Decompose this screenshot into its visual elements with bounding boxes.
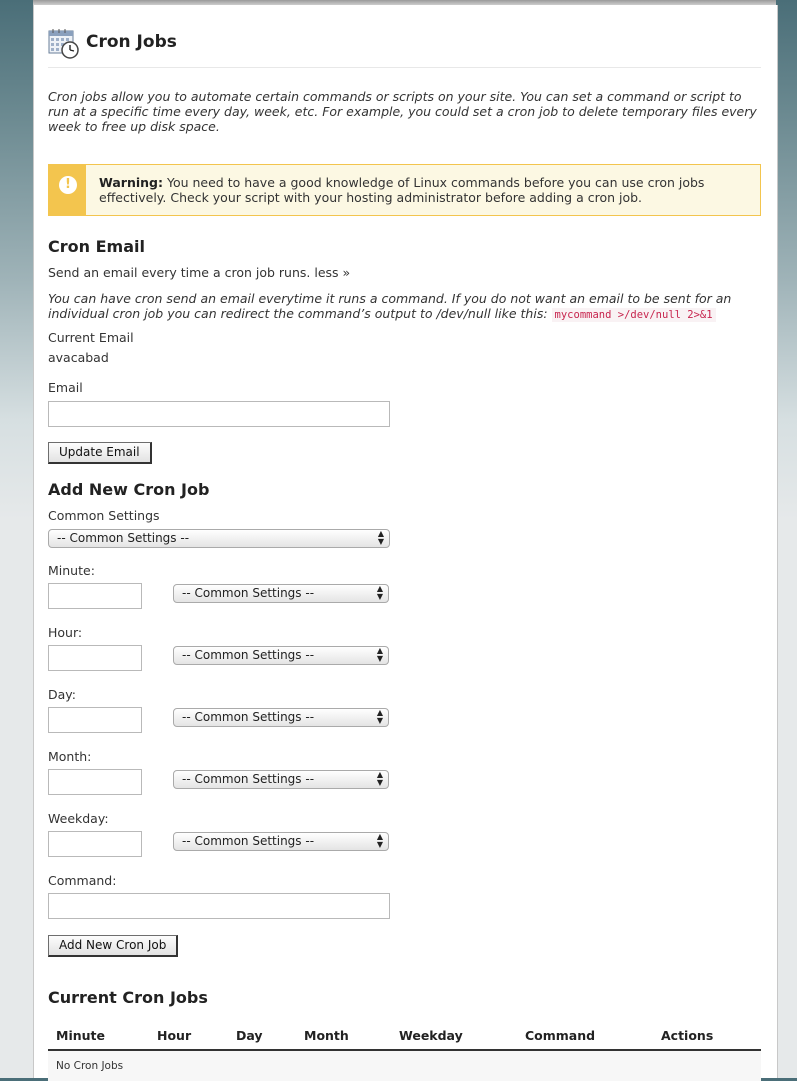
minute-label: Minute: [48,563,95,578]
select-arrows-icon: ▲ ▼ [376,708,383,725]
command-label: Command: [48,873,117,888]
column-header-weekday: Weekday [391,1021,517,1050]
content-panel [33,5,778,1078]
month-input[interactable] [48,769,142,795]
hour-label: Hour: [48,625,83,640]
warning-label: Warning: [99,175,163,190]
add-cron-job-heading: Add New Cron Job [48,480,210,499]
day-input[interactable] [48,707,142,733]
warning-box [48,164,761,216]
select-arrows-icon: ▲ ▼ [376,646,383,663]
column-header-month: Month [296,1021,391,1050]
common-settings-label: Common Settings [48,508,160,523]
redirect-code: mycommand >/dev/null 2>&1 [552,308,716,322]
warning-icon: ! [59,176,77,194]
column-header-command: Command [517,1021,653,1050]
select-arrows-icon: ▲ ▼ [377,529,384,546]
empty-table-message: No Cron Jobs [48,1050,761,1081]
day-label: Day: [48,687,76,702]
minute-input[interactable] [48,583,142,609]
select-arrows-icon: ▲ ▼ [376,832,383,849]
hour-select[interactable]: -- Common Settings -- ▲ ▼ [173,646,389,665]
email-label: Email [48,380,83,395]
column-header-hour: Hour [149,1021,228,1050]
column-header-actions: Actions [653,1021,761,1050]
table-header-row [48,1021,761,1050]
email-input[interactable] [48,401,390,427]
page-header [48,27,761,68]
calendar-clock-icon [48,27,80,59]
weekday-select[interactable]: -- Common Settings -- ▲ ▼ [173,832,389,851]
cron-email-info: You can have cron send an email everytime it runs a command. If you do not want an email to be sent for an individual cron job you can redirect the command’s output to /dev/null like this: mycommand >/dev/null 2>&1 [48,291,732,321]
select-arrows-icon: ▲ ▼ [376,584,383,601]
less-link[interactable]: less » [314,265,351,280]
current-email-value: avacabad [48,350,109,365]
weekday-label: Weekday: [48,811,109,826]
update-email-button[interactable]: Update Email [48,442,152,464]
weekday-input[interactable] [48,831,142,857]
warning-message [99,175,739,205]
cron-email-description: Send an email every time a cron job runs. less » [48,265,351,280]
page-title: Cron Jobs [86,32,177,52]
day-select[interactable]: -- Common Settings -- ▲ ▼ [173,708,389,727]
current-cron-jobs-heading: Current Cron Jobs [48,988,208,1007]
cron-email-heading: Cron Email [48,237,145,256]
month-label: Month: [48,749,92,764]
month-select[interactable]: -- Common Settings -- ▲ ▼ [173,770,389,789]
cron-jobs-table [48,1021,761,1081]
table-row [48,1050,761,1081]
hour-input[interactable] [48,645,142,671]
warning-text: You need to have a good knowledge of Linux commands before you can use cron jobs effectively. Check your script with your hosting administrator before adding a cron job. [99,175,705,205]
current-email-label: Current Email [48,330,134,345]
select-arrows-icon: ▲ ▼ [376,770,383,787]
common-settings-select[interactable]: -- Common Settings -- ▲ ▼ [48,529,390,548]
minute-select[interactable]: -- Common Settings -- ▲ ▼ [173,584,389,603]
column-header-minute: Minute [48,1021,149,1050]
add-cron-job-button[interactable]: Add New Cron Job [48,935,178,957]
command-input[interactable] [48,893,390,919]
intro-text: Cron jobs allow you to automate certain commands or scripts on your site. You can set a command or script to run at a specific time every day, week, etc. For example, you could set a cron job to delete temporary files every week to free up disk space. [48,89,757,134]
column-header-day: Day [228,1021,296,1050]
